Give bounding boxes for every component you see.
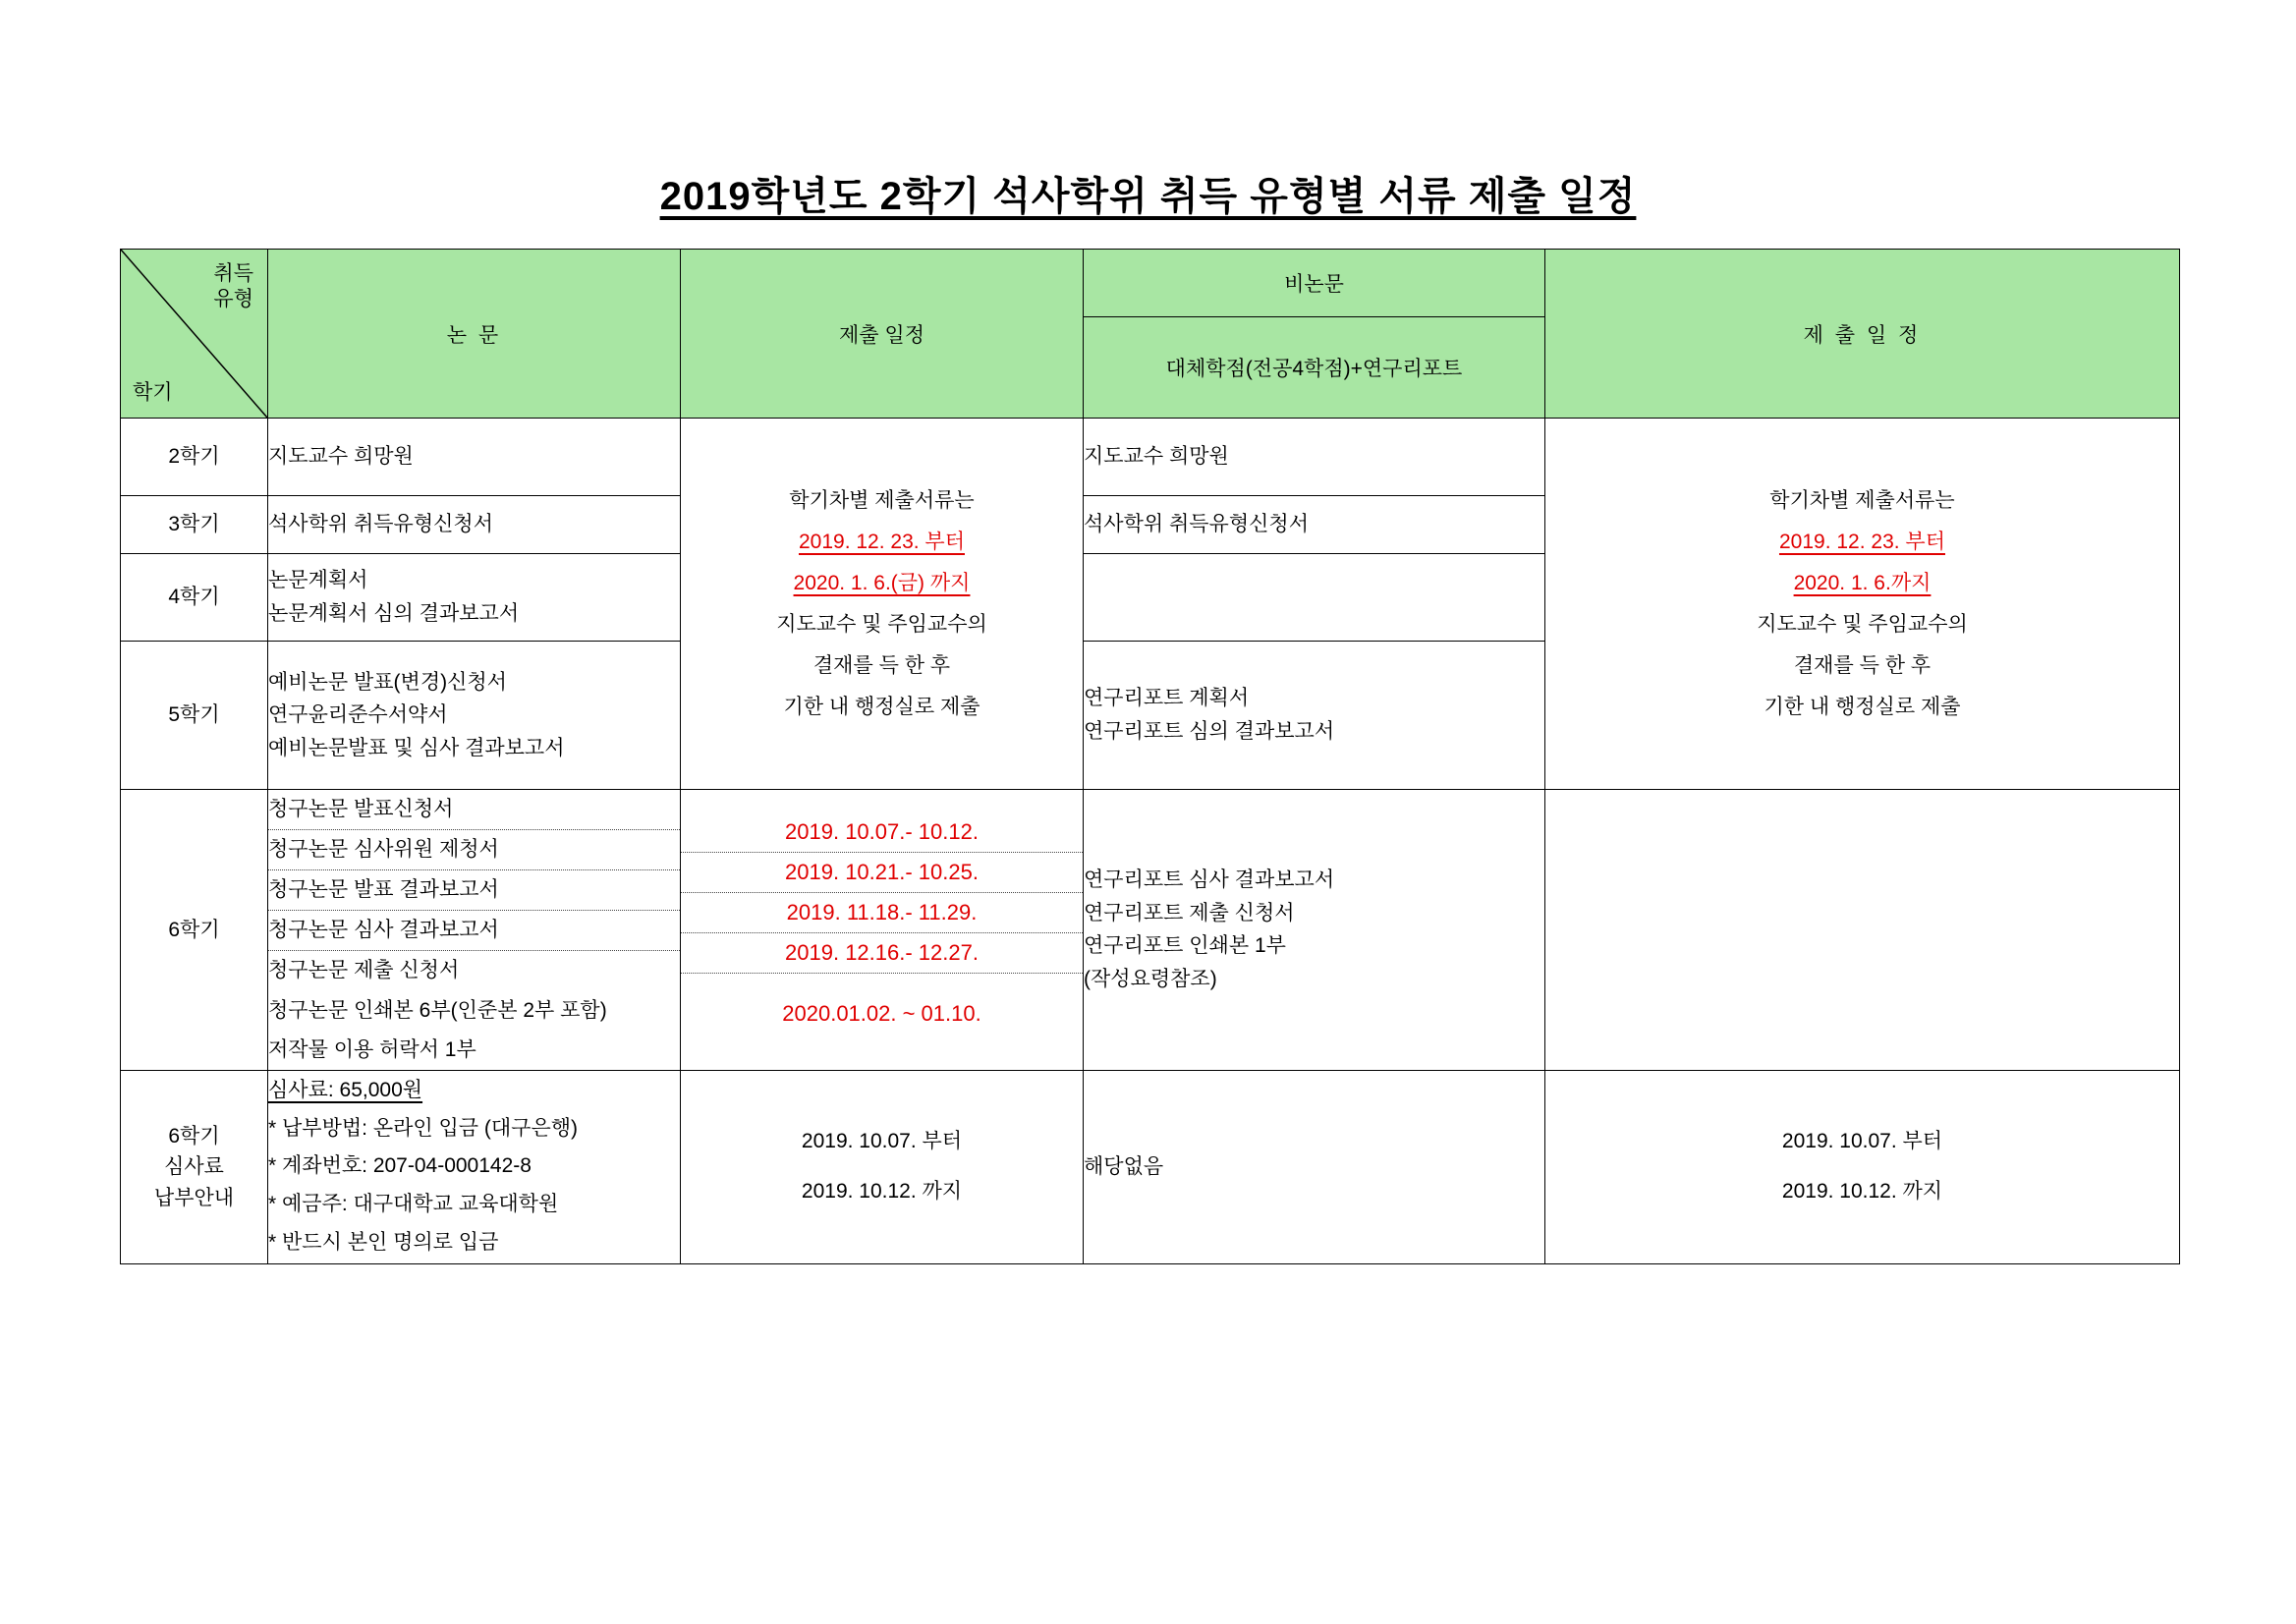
- thesis-docs-cell: [268, 790, 681, 1071]
- header-non-thesis-sub: 대체학점(전공4학점)+연구리포트: [1084, 317, 1545, 419]
- table-header-row-1: [121, 250, 2180, 317]
- doc-item: 연구리포트 심사 결과보고서: [1084, 868, 1335, 892]
- fee-non-thesis-schedule-cell: [1545, 1070, 2180, 1263]
- doc-item: 논문계획서 심의 결과보고서: [268, 602, 520, 625]
- date-item: 2020.01.02. ~ 01.10.: [782, 1001, 981, 1027]
- date-item: 2019. 11.18.- 11.29.: [681, 893, 1083, 933]
- semester-cell: 2학기: [121, 419, 268, 496]
- semester-cell: 6학기: [121, 790, 268, 1071]
- semester-cell-fee: [121, 1070, 268, 1263]
- schedule-table: [120, 249, 2180, 1264]
- doc-item: (작성요령참조): [1084, 967, 1217, 990]
- doc-item: 연구리포트 인쇄본 1부: [1084, 934, 1286, 958]
- schedule-line: 기한 내 행정실로 제출: [1764, 695, 1961, 718]
- header-thesis: 논 문: [268, 250, 681, 419]
- schedule-date-to: 2020. 1. 6.까지: [1793, 571, 1932, 594]
- page-title: 2019학년도 2학기 석사학위 취득 유형별 서류 제출 일정: [659, 175, 1637, 218]
- doc-item: 논문계획서: [268, 569, 368, 592]
- non-thesis-docs-cell: [1084, 790, 1545, 1071]
- fee-non-thesis-docs-cell: [1084, 1070, 1545, 1263]
- doc-item: 연구리포트 계획서: [1084, 687, 1250, 710]
- fee-item: * 계좌번호: 207-04-000142-8: [268, 1154, 532, 1178]
- doc-item: 지도교수 희망원: [268, 445, 414, 469]
- header-thesis-schedule: 제출 일정: [681, 250, 1084, 419]
- corner-type-label: 취득 유형: [213, 262, 253, 311]
- non-thesis-docs-cell: [1084, 496, 1545, 554]
- date-item: 2019. 10.07.- 10.12.: [681, 812, 1083, 853]
- schedule-line: 학기차별 제출서류는: [789, 488, 975, 512]
- non-thesis-schedule-cell: [1545, 790, 2180, 1071]
- semester-cell: 5학기: [121, 642, 268, 790]
- thesis-docs-cell: [268, 554, 681, 642]
- doc-item: 저작물 이용 허락서 1부: [268, 1037, 476, 1061]
- doc-item: 연구리포트 제출 신청서: [1084, 901, 1295, 924]
- non-thesis-docs-cell: [1084, 554, 1545, 642]
- fee-item: * 예금주: 대구대학교 교육대학원: [268, 1193, 559, 1216]
- corner-semester-label: 학기: [133, 381, 173, 404]
- non-thesis-docs-cell: [1084, 642, 1545, 790]
- thesis-schedule-block: [681, 419, 1084, 790]
- doc-item: 연구윤리준수서약서: [268, 703, 448, 727]
- non-thesis-docs-cell: [1084, 419, 1545, 496]
- schedule-line: 2019. 10.12. 까지: [1781, 1179, 1943, 1203]
- schedule-line: 학기차별 제출서류는: [1769, 488, 1955, 512]
- header-non-thesis-schedule: 제 출 일 정: [1545, 250, 2180, 419]
- doc-item: 예비논문발표 및 심사 결과보고서: [268, 736, 565, 759]
- schedule-line: 결재를 득 한 후: [1793, 653, 1932, 677]
- schedule-line: 기한 내 행정실로 제출: [783, 695, 980, 718]
- doc-item: 예비논문 발표(변경)신청서: [268, 670, 507, 694]
- doc-item: 석사학위 취득유형신청서: [268, 513, 493, 536]
- thesis-docs-cell: [268, 496, 681, 554]
- fee-semester-line: 납부안내: [153, 1186, 235, 1209]
- doc-item: 지도교수 희망원: [1084, 445, 1229, 469]
- fee-title: 심사료: 65,000원: [268, 1078, 423, 1101]
- schedule-date-to: 2020. 1. 6.(금) 까지: [793, 571, 971, 594]
- schedule-line: 결재를 득 한 후: [812, 653, 951, 677]
- corner-header-cell: [121, 250, 268, 419]
- date-item: 2019. 12.16.- 12.27.: [681, 933, 1083, 974]
- header-non-thesis: 비논문: [1084, 250, 1545, 317]
- thesis-docs-cell: [268, 419, 681, 496]
- date-item: 2019. 10.21.- 10.25.: [681, 853, 1083, 893]
- doc-item: 해당없음: [1084, 1154, 1164, 1178]
- schedule-date-from: 2019. 12. 23. 부터: [1778, 530, 1945, 553]
- schedule-line: 2019. 10.07. 부터: [801, 1130, 963, 1153]
- schedule-line: 2019. 10.12. 까지: [801, 1179, 963, 1203]
- doc-item: 청구논문 발표신청서: [268, 790, 680, 830]
- table-row-semester-6: [121, 790, 2180, 1071]
- doc-item: 청구논문 심사 결과보고서: [268, 911, 680, 951]
- table-row-semester-2: [121, 419, 2180, 496]
- fee-thesis-schedule-cell: [681, 1070, 1084, 1263]
- semester-cell: 3학기: [121, 496, 268, 554]
- doc-item: 청구논문 인쇄본 6부(인준본 2부 포함): [268, 998, 607, 1022]
- schedule-line: 지도교수 및 주임교수의: [776, 612, 987, 636]
- fee-item: * 납부방법: 온라인 입금 (대구은행): [268, 1116, 579, 1140]
- semester-cell: 4학기: [121, 554, 268, 642]
- schedule-line: 지도교수 및 주임교수의: [1757, 612, 1968, 636]
- thesis-dates-cell: [681, 790, 1084, 1071]
- fee-details-cell: [268, 1070, 681, 1263]
- table-row-fee: [121, 1070, 2180, 1263]
- thesis-docs-cell: [268, 642, 681, 790]
- non-thesis-schedule-block: [1545, 419, 2180, 790]
- doc-item: 청구논문 심사위원 제청서: [268, 830, 680, 870]
- fee-semester-line: 심사료: [164, 1155, 224, 1179]
- doc-item: 석사학위 취득유형신청서: [1084, 513, 1309, 536]
- doc-item: 청구논문 제출 신청서: [268, 959, 460, 982]
- doc-item: 청구논문 발표 결과보고서: [268, 870, 680, 911]
- fee-semester-line: 6학기: [168, 1124, 220, 1148]
- thesis-dates-stack: [681, 812, 1083, 1046]
- schedule-date-from: 2019. 12. 23. 부터: [798, 530, 965, 553]
- schedule-line: 2019. 10.07. 부터: [1781, 1130, 1943, 1153]
- doc-item: 연구리포트 심의 결과보고서: [1084, 720, 1335, 743]
- fee-item: * 반드시 본인 명의로 입금: [268, 1231, 499, 1255]
